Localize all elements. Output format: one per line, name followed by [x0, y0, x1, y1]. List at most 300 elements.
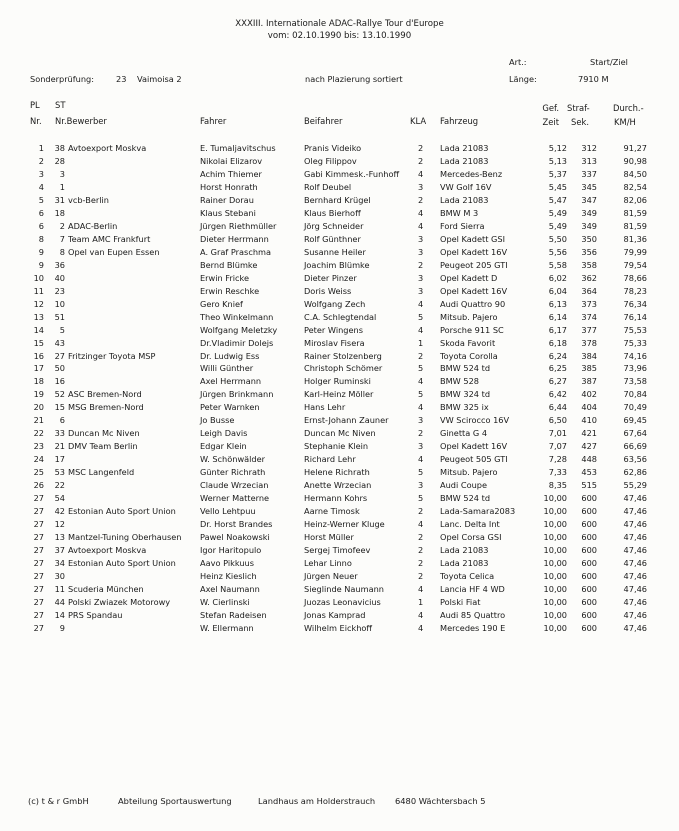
row-st: 27 — [54, 350, 65, 361]
row-pl: 1 — [38, 143, 44, 153]
row-fahrzeug: Lanc. Delta Int — [440, 519, 500, 530]
row-fahrzeug: Polski Fiat — [440, 596, 481, 607]
table-row — [0, 584, 679, 596]
row-fahrer: Claude Wrzecian — [200, 480, 269, 491]
table-row — [0, 363, 679, 375]
row-kmh: 55,29 — [623, 480, 647, 491]
table-row — [0, 610, 679, 622]
row-beifahrer: Wilhelm Eickhoff — [304, 622, 373, 633]
row-beifahrer: Klaus Bierhoff — [304, 207, 361, 218]
row-fahrer: Vello Lehtpuu — [200, 506, 256, 517]
row-fahrzeug: Lada 21083 — [440, 143, 489, 153]
row-st: 38 — [54, 143, 65, 153]
row-beifahrer: Ernst-Johann Zauner — [304, 415, 389, 426]
row-sek: 378 — [581, 337, 597, 348]
row-beifahrer: Peter Wingens — [304, 324, 363, 335]
row-beifahrer: Wolfgang Zech — [304, 298, 366, 309]
row-sek: 453 — [581, 467, 597, 478]
row-beifahrer: Hermann Kohrs — [304, 493, 368, 504]
row-fahrer: Willi Günther — [200, 363, 254, 374]
table-row — [0, 338, 679, 350]
row-kla: 5 — [418, 389, 424, 400]
row-fahrer: Axel Naumann — [200, 583, 260, 594]
row-pl: 21 — [33, 415, 44, 426]
row-kla: 4 — [418, 519, 424, 530]
row-kmh: 47,46 — [623, 571, 647, 581]
art-label: Art.: — [509, 57, 527, 67]
row-kmh: 82,54 — [623, 181, 647, 192]
row-pl: 27 — [33, 609, 44, 620]
row-kmh: 73,58 — [623, 376, 647, 387]
row-sek: 356 — [581, 246, 597, 257]
row-zeit: 10,00 — [543, 532, 567, 543]
row-st: 51 — [54, 311, 65, 322]
table-row — [0, 441, 679, 453]
table-row — [0, 454, 679, 466]
row-fahrer: Wolfgang Meletzky — [200, 324, 278, 335]
row-zeit: 5,49 — [548, 220, 567, 231]
row-zeit: 6,25 — [548, 363, 567, 374]
header-nr: Nr. — [30, 116, 42, 126]
row-fahrer: Günter Richrath — [200, 467, 266, 478]
row-kmh: 69,45 — [623, 415, 647, 426]
row-sek: 349 — [581, 220, 597, 231]
row-bewerber: Estonian Auto Sport Union — [68, 558, 176, 569]
row-sek: 349 — [581, 207, 597, 218]
table-row — [0, 182, 679, 194]
row-bewerber: Fritzinger Toyota MSP — [68, 350, 156, 361]
row-bewerber: Polski Zwiazek Motorowy — [68, 596, 171, 607]
row-kmh: 70,84 — [623, 389, 647, 400]
sonderpruefung-number: 23 — [116, 74, 127, 84]
row-fahrer: Nikolai Elizarov — [200, 155, 263, 166]
row-zeit: 5,50 — [548, 233, 567, 244]
row-zeit: 10,00 — [543, 609, 567, 620]
row-fahrzeug: Opel Kadett 16V — [440, 246, 508, 257]
table-row — [0, 402, 679, 414]
row-sek: 600 — [581, 532, 597, 543]
row-bewerber: Duncan Mc Niven — [68, 428, 140, 439]
row-kla: 3 — [418, 285, 424, 296]
row-fahrzeug: Opel Kadett D — [440, 272, 498, 283]
row-fahrzeug: Skoda Favorit — [440, 337, 496, 348]
table-row — [0, 493, 679, 505]
row-beifahrer: Stephanie Klein — [304, 441, 369, 452]
row-kmh: 47,46 — [623, 583, 647, 594]
row-zeit: 10,00 — [543, 596, 567, 607]
row-zeit: 7,28 — [548, 454, 567, 465]
header-zeit: Zeit — [542, 117, 559, 127]
row-zeit: 5,58 — [548, 259, 567, 270]
row-kla: 5 — [418, 467, 424, 478]
row-beifahrer: Aarne Timosk — [304, 506, 360, 517]
row-kla: 4 — [418, 207, 424, 218]
header-bewerber: Nr.Bewerber — [55, 116, 107, 126]
start-ziel-value: Start/Ziel — [590, 57, 628, 67]
row-st: 54 — [54, 493, 65, 504]
row-kmh: 73,96 — [623, 363, 647, 374]
table-row — [0, 532, 679, 544]
row-bewerber: ASC Bremen-Nord — [68, 389, 142, 400]
row-kmh: 47,46 — [623, 519, 647, 530]
header-pl: PL — [30, 100, 40, 110]
row-kmh: 79,99 — [623, 246, 647, 257]
row-pl: 12 — [33, 298, 44, 309]
row-kmh: 47,46 — [623, 493, 647, 504]
row-sek: 600 — [581, 545, 597, 556]
row-pl: 22 — [33, 428, 44, 439]
row-zeit: 10,00 — [543, 622, 567, 633]
row-fahrzeug: VW Scirocco 16V — [440, 415, 510, 426]
row-st: 22 — [54, 480, 65, 491]
row-pl: 24 — [33, 454, 44, 465]
row-st: 13 — [54, 532, 65, 543]
row-zeit: 5,13 — [548, 155, 567, 166]
row-kmh: 75,53 — [623, 324, 647, 335]
row-sek: 410 — [581, 415, 597, 426]
table-row — [0, 143, 679, 155]
row-pl: 5 — [38, 194, 44, 205]
footer-city: 6480 Wächtersbach 5 — [395, 796, 486, 806]
row-st: 23 — [54, 285, 65, 296]
table-row — [0, 221, 679, 233]
row-kmh: 79,54 — [623, 259, 647, 270]
row-pl: 27 — [33, 493, 44, 504]
row-pl: 27 — [33, 622, 44, 633]
row-sek: 345 — [581, 181, 597, 192]
header-fahrer: Fahrer — [200, 116, 227, 126]
row-kla: 4 — [418, 298, 424, 309]
row-pl: 3 — [38, 168, 44, 179]
row-fahrer: W. Cierlinski — [200, 596, 250, 607]
row-fahrer: Igor Haritopulo — [200, 545, 262, 556]
row-pl: 2 — [38, 155, 44, 166]
table-row — [0, 467, 679, 479]
row-kmh: 76,34 — [623, 298, 647, 309]
row-pl: 27 — [33, 545, 44, 556]
row-st: 6 — [59, 415, 65, 426]
row-kla: 5 — [418, 493, 424, 504]
row-kmh: 90,98 — [623, 155, 647, 166]
laenge-value: 7910 M — [578, 74, 609, 84]
row-kla: 5 — [418, 363, 424, 374]
row-st: 5 — [59, 324, 65, 335]
row-fahrzeug: Lancia HF 4 WD — [440, 583, 505, 594]
date-range: vom: 02.10.1990 bis: 13.10.1990 — [267, 31, 412, 41]
row-fahrzeug: Mercedes-Benz — [440, 168, 503, 179]
row-fahrzeug: Mercedes 190 E — [440, 622, 506, 633]
row-kla: 4 — [418, 376, 424, 387]
row-fahrer: Erwin Fricke — [200, 272, 250, 283]
row-kla: 2 — [418, 194, 424, 205]
table-row — [0, 195, 679, 207]
header-straf: Straf- — [567, 103, 590, 113]
row-fahrzeug: Toyota Corolla — [440, 350, 498, 361]
row-zeit: 10,00 — [543, 545, 567, 556]
row-pl: 9 — [38, 259, 44, 270]
header-beifahrer: Beifahrer — [304, 116, 343, 126]
row-sek: 347 — [581, 194, 597, 205]
row-pl: 27 — [33, 532, 44, 543]
row-pl: 6 — [38, 220, 44, 231]
row-sek: 385 — [581, 363, 597, 374]
row-sek: 313 — [581, 155, 597, 166]
row-fahrer: Gero Knief — [200, 298, 243, 309]
row-beifahrer: Horst Müller — [304, 532, 354, 543]
row-pl: 27 — [33, 583, 44, 594]
row-kla: 2 — [418, 532, 424, 543]
row-bewerber: ADAC-Berlin — [68, 220, 118, 231]
row-st: 18 — [54, 207, 65, 218]
table-row — [0, 428, 679, 440]
row-bewerber: DMV Team Berlin — [68, 441, 138, 452]
row-zeit: 10,00 — [543, 583, 567, 594]
row-st: 10 — [54, 298, 65, 309]
row-fahrer: Dr. Ludwig Ess — [200, 350, 260, 361]
row-sek: 600 — [581, 622, 597, 633]
row-kla: 4 — [418, 324, 424, 335]
row-kmh: 66,69 — [623, 441, 647, 452]
row-kmh: 84,50 — [623, 168, 647, 179]
row-kla: 3 — [418, 181, 424, 192]
row-kla: 4 — [418, 583, 424, 594]
row-kla: 3 — [418, 246, 424, 257]
row-beifahrer: Susanne Heiler — [304, 246, 366, 257]
row-zeit: 6,24 — [548, 350, 567, 361]
row-zeit: 6,13 — [548, 298, 567, 309]
row-zeit: 5,12 — [548, 143, 567, 153]
row-beifahrer: Lehar Linno — [304, 558, 352, 569]
row-pl: 25 — [33, 467, 44, 478]
row-kmh: 47,46 — [623, 558, 647, 569]
row-beifahrer: Richard Lehr — [304, 454, 356, 465]
row-fahrzeug: VW Golf 16V — [440, 181, 492, 192]
row-st: 34 — [54, 558, 65, 569]
row-zeit: 6,50 — [548, 415, 567, 426]
row-kla: 3 — [418, 272, 424, 283]
row-pl: 4 — [38, 181, 44, 192]
row-st: 21 — [54, 441, 65, 452]
row-st: 37 — [54, 545, 65, 556]
row-zeit: 10,00 — [543, 493, 567, 504]
row-fahrzeug: Lada 21083 — [440, 155, 489, 166]
table-row — [0, 519, 679, 531]
row-sek: 387 — [581, 376, 597, 387]
row-zeit: 6,17 — [548, 324, 567, 335]
row-kmh: 47,46 — [623, 596, 647, 607]
row-zeit: 5,47 — [548, 194, 567, 205]
row-beifahrer: Gabi Kimmesk.-Funhoff — [304, 168, 400, 179]
row-beifahrer: Holger Ruminski — [304, 376, 371, 387]
header-kla: KLA — [410, 116, 427, 126]
row-bewerber: Avtoexport Moskva — [68, 545, 147, 556]
row-beifahrer: Joachim Blümke — [304, 259, 370, 270]
row-pl: 16 — [33, 350, 44, 361]
row-sek: 421 — [581, 428, 597, 439]
row-pl: 13 — [33, 311, 44, 322]
row-st: 28 — [54, 155, 65, 166]
row-sek: 600 — [581, 493, 597, 504]
row-st: 43 — [54, 337, 65, 348]
row-fahrer: Dr.Vladimir Dolejs — [200, 337, 274, 348]
row-bewerber: Avtoexport Moskva — [68, 143, 147, 153]
row-kla: 1 — [418, 337, 424, 348]
row-pl: 11 — [33, 285, 44, 296]
row-kla: 4 — [418, 609, 424, 620]
row-fahrzeug: Audi 85 Quattro — [440, 609, 506, 620]
row-pl: 27 — [33, 558, 44, 569]
row-beifahrer: Rainer Stolzenberg — [304, 350, 382, 361]
row-st: 17 — [54, 454, 65, 465]
row-kla: 3 — [418, 480, 424, 491]
row-beifahrer: Heinz-Werner Kluge — [304, 519, 385, 530]
row-sek: 337 — [581, 168, 597, 179]
row-st: 31 — [54, 194, 65, 205]
row-pl: 20 — [33, 402, 44, 413]
row-zeit: 6,42 — [548, 389, 567, 400]
row-beifahrer: Karl-Heinz Möller — [304, 389, 374, 400]
row-fahrer: Axel Herrmann — [200, 376, 262, 387]
table-row — [0, 156, 679, 168]
row-zeit: 6,44 — [548, 402, 567, 413]
row-beifahrer: Juozas Leonavicius — [304, 596, 381, 607]
row-zeit: 5,49 — [548, 207, 567, 218]
row-beifahrer: Anette Wrzecian — [304, 480, 372, 491]
row-st: 33 — [54, 428, 65, 439]
header-gef: Gef. — [542, 103, 559, 113]
row-pl: 26 — [33, 480, 44, 491]
row-kla: 4 — [418, 402, 424, 413]
footer-copyright: (c) t & r GmbH — [28, 796, 89, 806]
row-fahrer: Jürgen Riethmüller — [200, 220, 277, 231]
row-zeit: 8,35 — [548, 480, 567, 491]
table-row — [0, 208, 679, 220]
table-row — [0, 247, 679, 259]
row-st: 11 — [54, 583, 65, 594]
table-row — [0, 545, 679, 557]
row-kla: 5 — [418, 311, 424, 322]
row-fahrer: Heinz Kieslich — [200, 571, 257, 581]
document-title: XXXIII. Internationale ADAC-Rallye Tour d'Europe — [235, 19, 444, 29]
row-fahrzeug: BMW 324 td — [440, 389, 491, 400]
row-beifahrer: Rolf Günthner — [304, 233, 361, 244]
row-bewerber: Estonian Auto Sport Union — [68, 506, 176, 517]
row-st: 3 — [59, 168, 65, 179]
row-kla: 2 — [418, 155, 424, 166]
row-zeit: 5,45 — [548, 181, 567, 192]
row-beifahrer: Miroslav Fisera — [304, 337, 365, 348]
sonderpruefung-label: Sonderprüfung: — [30, 74, 94, 84]
table-row — [0, 234, 679, 246]
row-beifahrer: Jörg Schneider — [304, 220, 364, 231]
row-sek: 600 — [581, 596, 597, 607]
row-zeit: 6,18 — [548, 337, 567, 348]
row-sek: 600 — [581, 571, 597, 581]
table-row — [0, 169, 679, 181]
row-beifahrer: Sieglinde Naumann — [304, 583, 384, 594]
row-zeit: 5,37 — [548, 168, 567, 179]
header-fahrzeug: Fahrzeug — [440, 116, 479, 126]
row-bewerber: Scuderia München — [68, 583, 144, 594]
row-zeit: 6,02 — [548, 272, 567, 283]
row-kmh: 47,46 — [623, 545, 647, 556]
row-sek: 515 — [581, 480, 597, 491]
row-fahrer: Theo Winkelmann — [200, 311, 274, 322]
row-beifahrer: Sergej Timofeev — [304, 545, 371, 556]
table-row — [0, 389, 679, 401]
row-fahrer: Pawel Noakowski — [200, 532, 270, 543]
row-st: 40 — [54, 272, 65, 283]
row-sek: 427 — [581, 441, 597, 452]
row-fahrer: W. Schönwälder — [200, 454, 266, 465]
row-beifahrer: Doris Weiss — [304, 285, 352, 296]
row-fahrzeug: Opel Kadett 16V — [440, 285, 508, 296]
row-sek: 374 — [581, 311, 597, 322]
row-kmh: 78,23 — [623, 285, 647, 296]
header-kmh: KM/H — [614, 117, 636, 127]
row-fahrer: Leigh Davis — [200, 428, 248, 439]
row-fahrzeug: Lada 21083 — [440, 194, 489, 205]
row-sek: 362 — [581, 272, 597, 283]
row-fahrzeug: BMW 528 — [440, 376, 480, 387]
row-zeit: 6,14 — [548, 311, 567, 322]
row-beifahrer: Rolf Deubel — [304, 181, 352, 192]
row-fahrer: Peter Warnken — [200, 402, 260, 413]
row-fahrzeug: Peugeot 505 GTI — [440, 454, 508, 465]
row-kmh: 75,33 — [623, 337, 647, 348]
row-fahrzeug: BMW 524 td — [440, 493, 491, 504]
row-fahrer: Klaus Stebani — [200, 207, 256, 218]
row-beifahrer: C.A. Schlegtendal — [304, 311, 377, 322]
row-pl: 6 — [38, 207, 44, 218]
row-fahrzeug: BMW M 3 — [440, 207, 479, 218]
row-zeit: 6,27 — [548, 376, 567, 387]
row-st: 42 — [54, 506, 65, 517]
row-kla: 2 — [418, 428, 424, 439]
row-sek: 384 — [581, 350, 597, 361]
row-sek: 312 — [581, 143, 597, 153]
row-fahrer: A. Graf Praschma — [200, 246, 272, 257]
row-kmh: 67,64 — [623, 428, 647, 439]
row-st: 1 — [59, 181, 65, 192]
row-kmh: 47,46 — [623, 622, 647, 633]
row-st: 44 — [54, 596, 65, 607]
row-fahrzeug: Toyota Celica — [440, 571, 495, 581]
row-kla: 3 — [418, 441, 424, 452]
row-kmh: 47,46 — [623, 506, 647, 517]
header-durch: Durch.- — [613, 103, 644, 113]
row-fahrer: Horst Honrath — [200, 181, 258, 192]
sonderpruefung-name: Vaimoisa 2 — [137, 74, 182, 84]
table-row — [0, 480, 679, 492]
row-fahrzeug: Audi Quattro 90 — [440, 298, 506, 309]
row-sek: 600 — [581, 519, 597, 530]
row-beifahrer: Jonas Kamprad — [304, 609, 366, 620]
row-kmh: 81,59 — [623, 207, 647, 218]
row-kla: 4 — [418, 168, 424, 179]
row-zeit: 5,56 — [548, 246, 567, 257]
row-kla: 1 — [418, 596, 424, 607]
row-st: 52 — [54, 389, 65, 400]
table-row — [0, 273, 679, 285]
row-fahrer: Rainer Dorau — [200, 194, 254, 205]
table-row — [0, 351, 679, 363]
row-kla: 3 — [418, 415, 424, 426]
row-kmh: 47,46 — [623, 609, 647, 620]
row-beifahrer: Bernhard Krügel — [304, 194, 371, 205]
laenge-label: Länge: — [509, 74, 537, 84]
row-sek: 600 — [581, 583, 597, 594]
